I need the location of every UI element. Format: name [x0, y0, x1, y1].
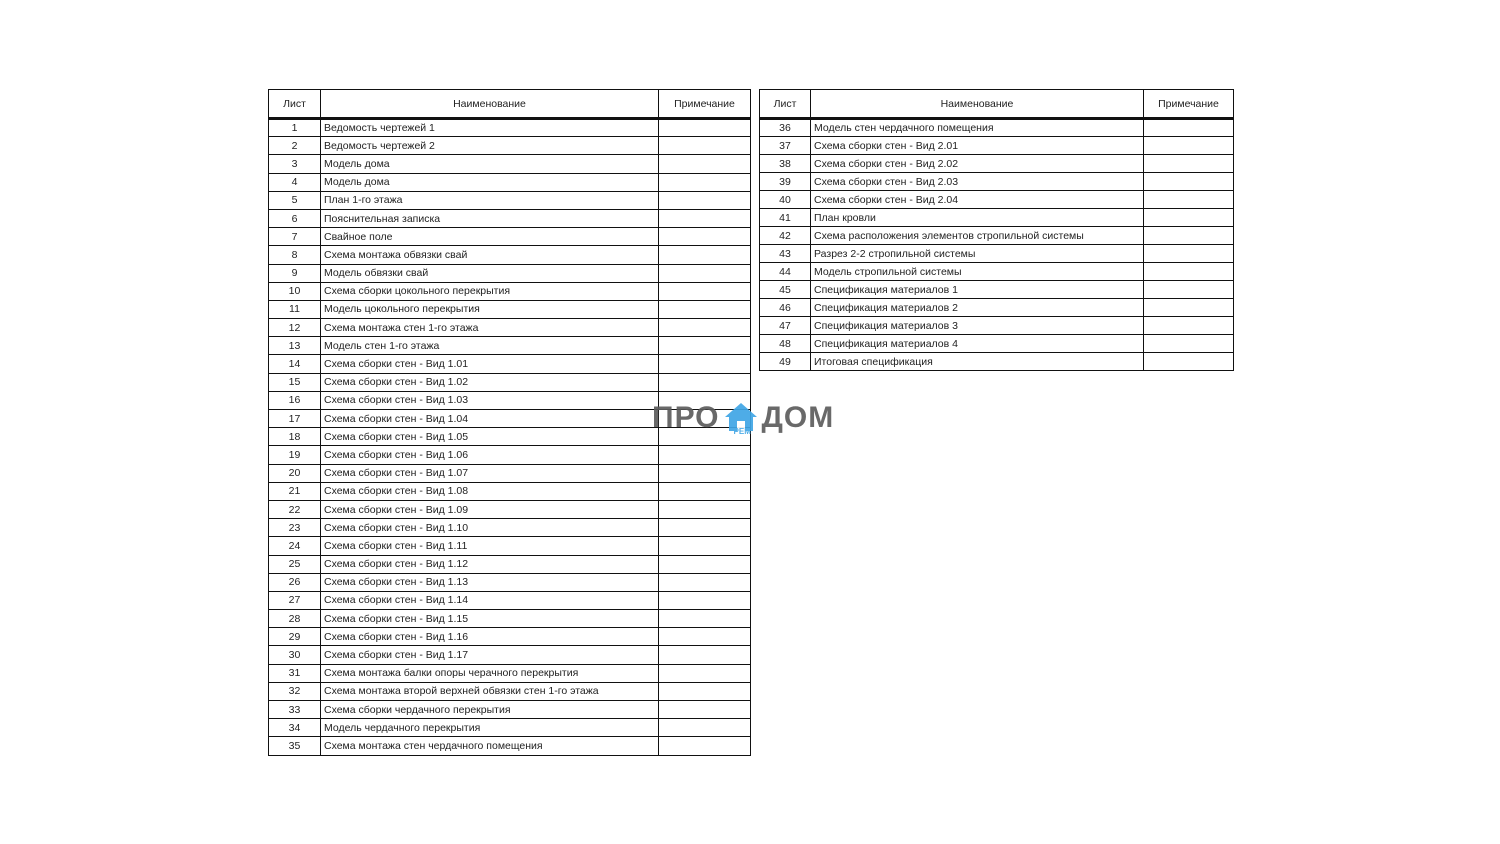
sheet-number: 45: [760, 281, 811, 299]
table-row: [760, 281, 1234, 299]
table-header-row: [760, 90, 1234, 119]
table-row: [760, 155, 1234, 173]
sheet-note: [659, 719, 751, 737]
sheet-note: [659, 155, 751, 173]
sheet-name: Схема сборки стен - Вид 2.04: [811, 191, 1144, 209]
sheet-note: [659, 737, 751, 755]
sheet-number: 36: [760, 119, 811, 137]
sheet-name: Схема сборки стен - Вид 1.04: [321, 410, 659, 428]
sheet-name: Схема сборки стен - Вид 1.07: [321, 464, 659, 482]
sheet-note: [1144, 137, 1234, 155]
header-note: Примечание: [1144, 90, 1234, 119]
sheet-number: 46: [760, 299, 811, 317]
table-row: [269, 228, 751, 246]
table-body-right: [760, 119, 1234, 371]
sheet-note: [1144, 173, 1234, 191]
sheet-name: Схема монтажа балки опоры черачного перекрытия: [321, 664, 659, 682]
sheet-number: 43: [760, 245, 811, 263]
sheet-note: [659, 191, 751, 209]
sheet-note: [659, 482, 751, 500]
sheet-note: [659, 373, 751, 391]
sheet-name: Ведомость чертежей 1: [321, 119, 659, 137]
table-row: [269, 701, 751, 719]
sheet-note: [659, 537, 751, 555]
table-row: [269, 173, 751, 191]
table-row: [760, 227, 1234, 245]
watermark-text-right: ДОМ: [761, 401, 835, 434]
sheet-name: Схема сборки стен - Вид 1.11: [321, 537, 659, 555]
sheet-name: Пояснительная записка: [321, 209, 659, 227]
sheet-number: 17: [269, 410, 321, 428]
sheet-number: 35: [269, 737, 321, 755]
table-row: [760, 317, 1234, 335]
table-row: [269, 519, 751, 537]
sheet-name: Спецификация материалов 4: [811, 335, 1144, 353]
sheet-name: Схема сборки стен - Вид 2.03: [811, 173, 1144, 191]
sheet-number: 4: [269, 173, 321, 191]
sheet-number: 41: [760, 209, 811, 227]
sheet-number: 49: [760, 353, 811, 371]
sheet-number: 16: [269, 391, 321, 409]
sheet-note: [1144, 299, 1234, 317]
sheet-name: Схема сборки стен - Вид 1.13: [321, 573, 659, 591]
house-icon: [722, 400, 760, 436]
sheet-note: [659, 555, 751, 573]
sheet-note: [659, 446, 751, 464]
sheet-number: 8: [269, 246, 321, 264]
sheet-name: Схема сборки стен - Вид 1.06: [321, 446, 659, 464]
sheet-number: 12: [269, 319, 321, 337]
sheet-name: Схема сборки стен - Вид 2.01: [811, 137, 1144, 155]
sheet-note: [659, 646, 751, 664]
sheet-name: Модель стен чердачного помещения: [811, 119, 1144, 137]
sheet-note: [659, 355, 751, 373]
table-row: [269, 573, 751, 591]
table-row: [269, 464, 751, 482]
sheet-number: 31: [269, 664, 321, 682]
table-row: [269, 282, 751, 300]
sheet-number: 23: [269, 519, 321, 537]
sheet-name: Спецификация материалов 1: [811, 281, 1144, 299]
sheet-note: [659, 119, 751, 137]
sheet-note: [1144, 335, 1234, 353]
table-row: [269, 610, 751, 628]
table-row: [760, 173, 1234, 191]
table-row: [269, 500, 751, 518]
sheet-name: Схема сборки стен - Вид 1.02: [321, 373, 659, 391]
sheet-note: [659, 319, 751, 337]
sheet-name: Модель стропильной системы: [811, 263, 1144, 281]
table-row: [269, 246, 751, 264]
sheet-name: Схема сборки стен - Вид 1.05: [321, 428, 659, 446]
table-row: [269, 737, 751, 755]
sheet-number: 15: [269, 373, 321, 391]
sheet-name: Ведомость чертежей 2: [321, 137, 659, 155]
sheet-number: 37: [760, 137, 811, 155]
sheet-number: 20: [269, 464, 321, 482]
table-row: [760, 299, 1234, 317]
sheet-name: Схема сборки стен - Вид 2.02: [811, 155, 1144, 173]
sheet-number: 44: [760, 263, 811, 281]
sheet-number: 42: [760, 227, 811, 245]
table-row: [269, 555, 751, 573]
sheet-name: Модель обвязки свай: [321, 264, 659, 282]
sheet-note: [659, 228, 751, 246]
sheet-number: 33: [269, 701, 321, 719]
sheet-number: 27: [269, 591, 321, 609]
sheet-number: 7: [269, 228, 321, 246]
table-row: [760, 335, 1234, 353]
sheet-name: Свайное поле: [321, 228, 659, 246]
sheet-number: 9: [269, 264, 321, 282]
sheet-name: Модель цокольного перекрытия: [321, 300, 659, 318]
sheet-number: 47: [760, 317, 811, 335]
sheet-number: 40: [760, 191, 811, 209]
table-header-row: [269, 90, 751, 119]
sheet-name: Схема сборки стен - Вид 1.09: [321, 500, 659, 518]
watermark-text-left: ПРО: [652, 401, 720, 434]
table-row: [760, 119, 1234, 137]
table-row: [269, 155, 751, 173]
sheet-note: [659, 300, 751, 318]
watermark-subtext: РЕМ: [733, 427, 751, 436]
sheet-name: План 1-го этажа: [321, 191, 659, 209]
table-row: [269, 537, 751, 555]
sheet-name: Схема монтажа обвязки свай: [321, 246, 659, 264]
sheet-note: [1144, 353, 1234, 371]
table-row: [269, 300, 751, 318]
sheet-name: Схема сборки стен - Вид 1.16: [321, 628, 659, 646]
sheet-note: [1144, 263, 1234, 281]
sheet-note: [659, 610, 751, 628]
sheet-number: 39: [760, 173, 811, 191]
header-name: Наименование: [811, 90, 1144, 119]
sheet-name: Схема сборки стен - Вид 1.01: [321, 355, 659, 373]
table-row: [269, 119, 751, 137]
sheet-note: [1144, 209, 1234, 227]
sheet-name: План кровли: [811, 209, 1144, 227]
sheet-note: [659, 137, 751, 155]
sheet-name: Модель стен 1-го этажа: [321, 337, 659, 355]
sheet-note: [1144, 155, 1234, 173]
sheet-number: 21: [269, 482, 321, 500]
table-body-left: [269, 119, 751, 756]
sheet-number: 24: [269, 537, 321, 555]
sheet-note: [659, 209, 751, 227]
table-row: [269, 373, 751, 391]
sheet-note: [659, 337, 751, 355]
sheet-number: 25: [269, 555, 321, 573]
sheet-name: Схема сборки стен - Вид 1.15: [321, 610, 659, 628]
header-note: Примечание: [659, 90, 751, 119]
table-row: [269, 591, 751, 609]
sheet-name: Спецификация материалов 2: [811, 299, 1144, 317]
watermark-logo: [652, 400, 834, 436]
sheet-name: Модель чердачного перекрытия: [321, 719, 659, 737]
sheet-number: 3: [269, 155, 321, 173]
sheet-number: 18: [269, 428, 321, 446]
sheet-note: [659, 173, 751, 191]
sheet-number: 13: [269, 337, 321, 355]
sheet-name: Схема монтажа стен 1-го этажа: [321, 319, 659, 337]
sheet-name: Схема сборки стен - Вид 1.17: [321, 646, 659, 664]
sheet-number: 2: [269, 137, 321, 155]
table-row: [269, 191, 751, 209]
sheet-number: 22: [269, 500, 321, 518]
sheet-note: [659, 573, 751, 591]
table-row: [269, 355, 751, 373]
table-row: [760, 353, 1234, 371]
header-sheet: Лист: [269, 90, 321, 119]
sheet-number: 6: [269, 209, 321, 227]
sheet-name: Схема сборки цокольного перекрытия: [321, 282, 659, 300]
table-row: [760, 245, 1234, 263]
sheet-note: [1144, 281, 1234, 299]
sheet-name: Схема сборки стен - Вид 1.03: [321, 391, 659, 409]
table-row: [760, 209, 1234, 227]
sheet-name: Схема сборки стен - Вид 1.12: [321, 555, 659, 573]
sheet-number: 34: [269, 719, 321, 737]
sheet-note: [659, 664, 751, 682]
sheet-name: Схема расположения элементов стропильной системы: [811, 227, 1144, 245]
sheet-name: Схема монтажа второй верхней обвязки стен 1-го этажа: [321, 682, 659, 700]
table-row: [269, 719, 751, 737]
sheet-note: [659, 682, 751, 700]
table-row: [269, 646, 751, 664]
table-row: [269, 209, 751, 227]
sheet-name: Модель дома: [321, 173, 659, 191]
sheet-note: [1144, 191, 1234, 209]
sheet-note: [659, 591, 751, 609]
sheet-note: [659, 464, 751, 482]
sheet-number: 1: [269, 119, 321, 137]
sheet-number: 11: [269, 300, 321, 318]
table-row: [269, 482, 751, 500]
sheet-note: [659, 246, 751, 264]
sheet-name: Модель дома: [321, 155, 659, 173]
table-row: [269, 137, 751, 155]
table-row: [760, 191, 1234, 209]
sheet-number: 30: [269, 646, 321, 664]
sheet-note: [659, 628, 751, 646]
table-row: [269, 664, 751, 682]
sheet-note: [659, 701, 751, 719]
sheet-name: Схема сборки чердачного перекрытия: [321, 701, 659, 719]
sheet-number: 10: [269, 282, 321, 300]
sheet-number: 32: [269, 682, 321, 700]
sheet-name: Спецификация материалов 3: [811, 317, 1144, 335]
sheet-note: [659, 519, 751, 537]
sheet-number: 38: [760, 155, 811, 173]
sheet-note: [659, 500, 751, 518]
table-row: [760, 137, 1234, 155]
sheet-name: Схема сборки стен - Вид 1.10: [321, 519, 659, 537]
table-row: [269, 319, 751, 337]
sheet-note: [1144, 317, 1234, 335]
sheet-note: [1144, 245, 1234, 263]
sheet-number: 19: [269, 446, 321, 464]
header-sheet: Лист: [760, 90, 811, 119]
sheet-name: Схема сборки стен - Вид 1.08: [321, 482, 659, 500]
sheet-number: 5: [269, 191, 321, 209]
drawings-list-table-right: [759, 89, 1234, 371]
sheet-name: Схема монтажа стен чердачного помещения: [321, 737, 659, 755]
sheet-number: 29: [269, 628, 321, 646]
sheet-note: [1144, 227, 1234, 245]
sheet-note: [1144, 119, 1234, 137]
header-name: Наименование: [321, 90, 659, 119]
table-row: [269, 682, 751, 700]
sheet-note: [659, 264, 751, 282]
sheet-number: 28: [269, 610, 321, 628]
sheet-name: Итоговая спецификация: [811, 353, 1144, 371]
sheet-name: Схема сборки стен - Вид 1.14: [321, 591, 659, 609]
table-row: [269, 264, 751, 282]
table-row: [269, 446, 751, 464]
table-row: [269, 337, 751, 355]
sheet-note: [659, 282, 751, 300]
sheet-number: 48: [760, 335, 811, 353]
sheet-number: 26: [269, 573, 321, 591]
table-row: [269, 628, 751, 646]
sheet-name: Разрез 2-2 стропильной системы: [811, 245, 1144, 263]
table-row: [760, 263, 1234, 281]
sheet-number: 14: [269, 355, 321, 373]
